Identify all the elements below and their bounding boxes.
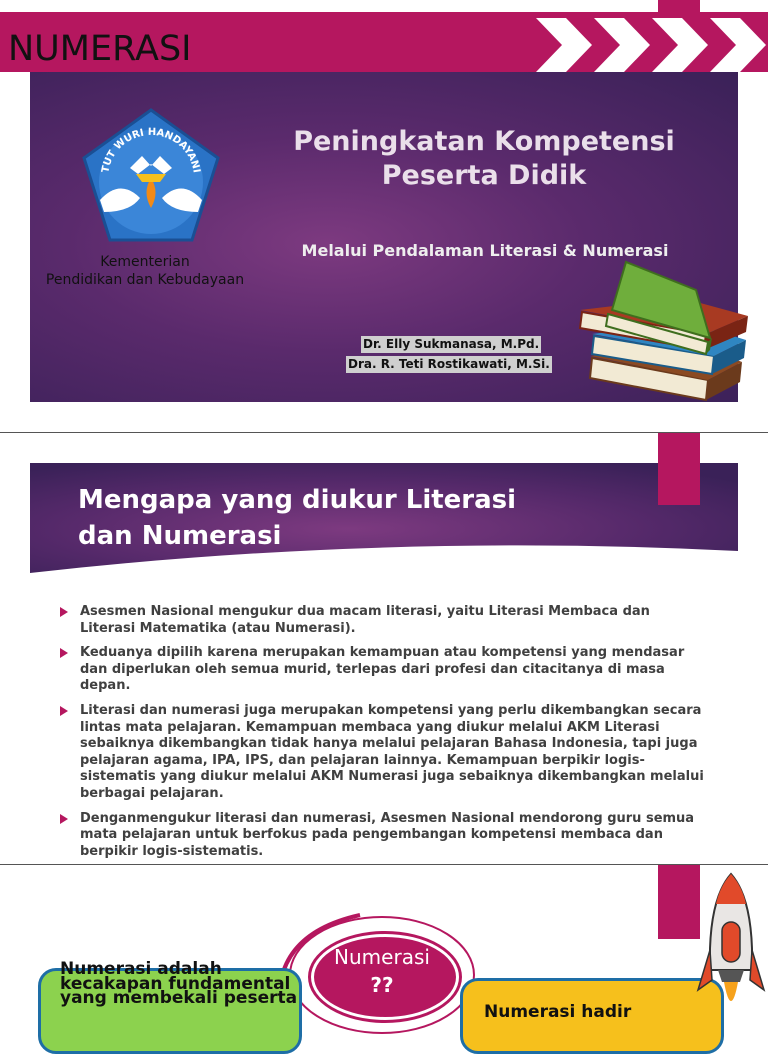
bullet-triangle-icon [60, 607, 68, 617]
main-title-line2: Peserta Didik [381, 160, 587, 191]
bullet-item: Denganmengukur literasi dan numerasi, Asesmen Nasional mendorong guru semua mata pelajaran untuk berfokus pada pengembangan kompetensi membaca dan berpikir logis-sistematis. [58, 811, 708, 861]
bullet-list [58, 604, 708, 868]
accent-tab [658, 433, 700, 505]
tut-wuri-handayani-logo [80, 108, 222, 248]
slide-heading-line1: Mengapa yang diukur Literasi [78, 485, 517, 515]
slide-heading-line2: dan Numerasi [78, 521, 282, 551]
slide-title: NUMERASI [8, 29, 192, 69]
bullet-item: Asesmen Nasional mengukur dua macam literasi, yaitu Literasi Membaca dan Literasi Matematika (atau Numerasi). [58, 604, 708, 637]
bullet-triangle-icon [60, 648, 68, 658]
bullet-triangle-icon [60, 814, 68, 824]
chevron-arrows-icon [528, 12, 768, 78]
circle-question: ?? [370, 973, 394, 997]
circle-label: Numerasi [334, 945, 430, 969]
author-1: Dr. Elly Sukmanasa, M.Pd. [363, 337, 540, 351]
definition-text-left: Numerasi adalah kecakapan fundamental yang membekali peserta [60, 959, 298, 1008]
main-title-line1: Peningkatan Kompetensi [293, 126, 675, 157]
accent-tab [658, 865, 700, 939]
logo-motto: TUT WURI HANDAYANI [100, 126, 202, 174]
bullet-item: Literasi dan numerasi juga merupakan kompetensi yang perlu dikembangkan secara lintas mata pelajaran. Kemampuan membaca yang diukur melalui AKM Literasi sebaiknya dikembangkan tidak hanya melalui pelajaran Bahasa Indonesia, tapi juga pelajaran agama, IPA, IPS, dan pelajaran lainnya. Kemampuan berpikir logis-sistematis yang diukur melalui AKM Numerasi juga sebaiknya dikembangkan melalui berbagai pelajaran. [58, 703, 708, 803]
ministry-name-line1: Kementerian [100, 254, 190, 270]
definition-text-right: Numerasi hadir [484, 1002, 632, 1022]
rocket-icon [696, 870, 766, 1024]
books-stack-icon [578, 258, 750, 408]
author-2: Dra. R. Teti Rostikawati, M.Si. [348, 357, 550, 371]
bullet-triangle-icon [60, 706, 68, 716]
ministry-name-line2: Pendidikan dan Kebudayaan [45, 272, 245, 288]
subtitle: Melalui Pendalaman Literasi & Numerasi [301, 241, 669, 260]
bullet-item: Keduanya dipilih karena merupakan kemampuan atau kompetensi yang mendasar dan diperlukan oleh semua murid, terlepas dari profesi dan citacitanya di masa depan. [58, 645, 708, 695]
